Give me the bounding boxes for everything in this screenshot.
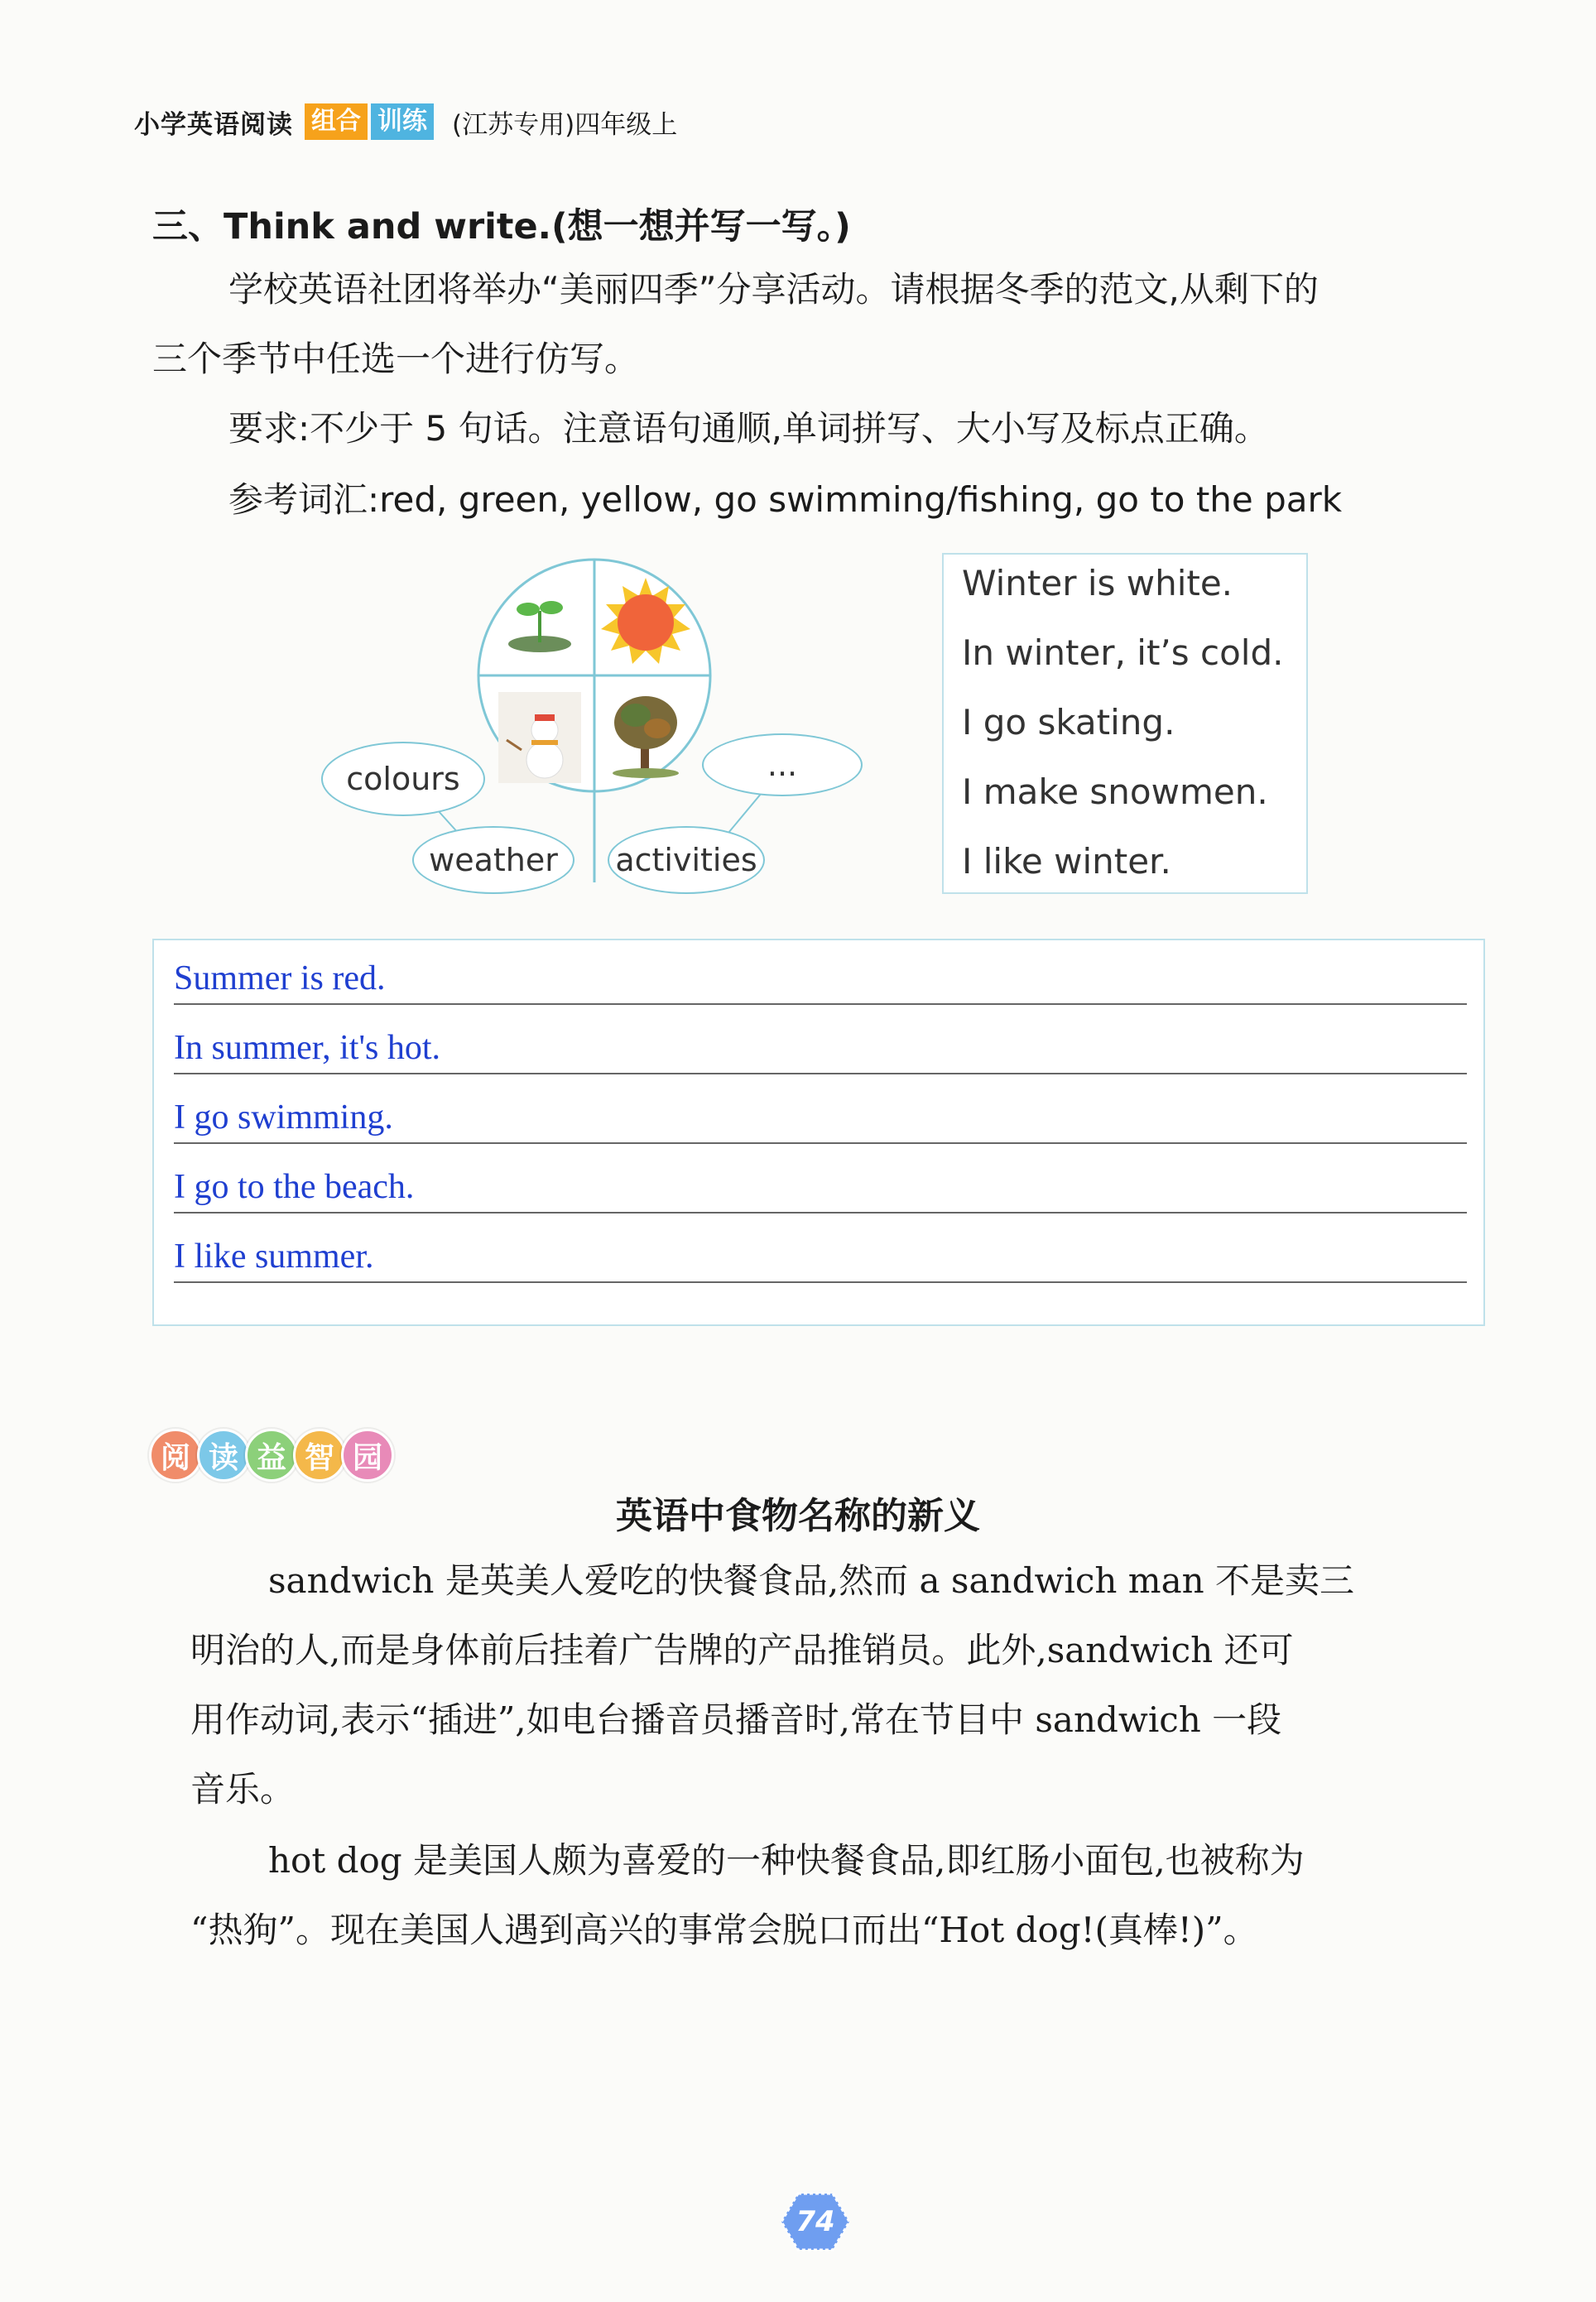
winter-sample-box [942, 553, 1308, 894]
sample-line: In winter, it’s cold. [962, 632, 1284, 673]
reading-line: sandwich 是英美人爱吃的快餐食品,然而 a sandwich man 不是卖三 [268, 1560, 1355, 1601]
page-number-badge [781, 2192, 849, 2252]
series-tag-combo: 组合 [305, 103, 368, 140]
answer-line [174, 1079, 1467, 1144]
sample-line: I like winter. [962, 841, 1171, 882]
bubble-weather: weather [412, 826, 574, 894]
page-number: 74 [796, 2205, 835, 2238]
edition-label: (江苏专用)四年级上 [452, 109, 678, 140]
label-char: 读 [197, 1429, 250, 1482]
reading-corner-label [149, 1429, 389, 1482]
instruction-line-2: 三个季节中任选一个进行仿写。 [152, 339, 640, 379]
answer-writing-box [152, 939, 1485, 1326]
bubble-colours: colours [321, 742, 485, 816]
answer-line [174, 940, 1467, 1005]
page-header [134, 101, 677, 142]
sample-line: I go skating. [962, 702, 1175, 743]
requirement-line: 要求:不少于 5 句话。注意语句通顺,单词拼写、大小写及标点正确。 [228, 408, 1269, 449]
answer-text: In summer, it's hot. [174, 1029, 441, 1067]
vocabulary-line: 参考词汇:red, green, yellow, go swimming/fishing, go to the park [228, 479, 1343, 520]
answer-line [174, 1149, 1467, 1213]
season-wheel-diagram [323, 553, 894, 901]
section-title: 三、Think and write.(想一想并写一写。) [152, 206, 851, 248]
answer-text: I like summer. [174, 1238, 374, 1276]
series-title: 小学英语阅读 [134, 109, 293, 140]
answer-text: Summer is red. [174, 959, 386, 997]
label-char: 园 [341, 1429, 394, 1482]
answer-line [174, 1218, 1467, 1283]
series-tag-training: 训练 [371, 103, 434, 140]
bubble-activities: activities [608, 826, 765, 894]
reading-title: 英语中食物名称的新义 [616, 1495, 980, 1537]
snowman-icon [498, 692, 581, 783]
label-char: 阅 [149, 1429, 202, 1482]
answer-line [174, 1010, 1467, 1074]
label-char: 智 [293, 1429, 346, 1482]
answer-text: I go to the beach. [174, 1168, 415, 1206]
reading-line: 明治的人,而是身体前后挂着广告牌的产品推销员。此外,sandwich 还可 [190, 1630, 1294, 1670]
sample-line: Winter is white. [962, 563, 1233, 603]
bubble-more: ... [702, 733, 863, 796]
reading-line: 音乐。 [190, 1769, 296, 1809]
instruction-line-1: 学校英语社团将举办“美丽四季”分享活动。请根据冬季的范文,从剩下的 [228, 269, 1319, 310]
label-char: 益 [245, 1429, 298, 1482]
season-wheel [323, 553, 894, 901]
reading-line: 用作动词,表示“插进”,如电台播音员播音时,常在节目中 sandwich 一段 [190, 1699, 1282, 1740]
sample-line: I make snowmen. [962, 771, 1268, 812]
reading-line: hot dog 是美国人颇为喜爱的一种快餐食品,即红肠小面包,也被称为 [268, 1840, 1305, 1881]
answer-text: I go swimming. [174, 1098, 393, 1137]
reading-line: “热狗”。现在美国人遇到高兴的事常会脱口而出“Hot dog!(真棒!)”。 [190, 1910, 1258, 1950]
